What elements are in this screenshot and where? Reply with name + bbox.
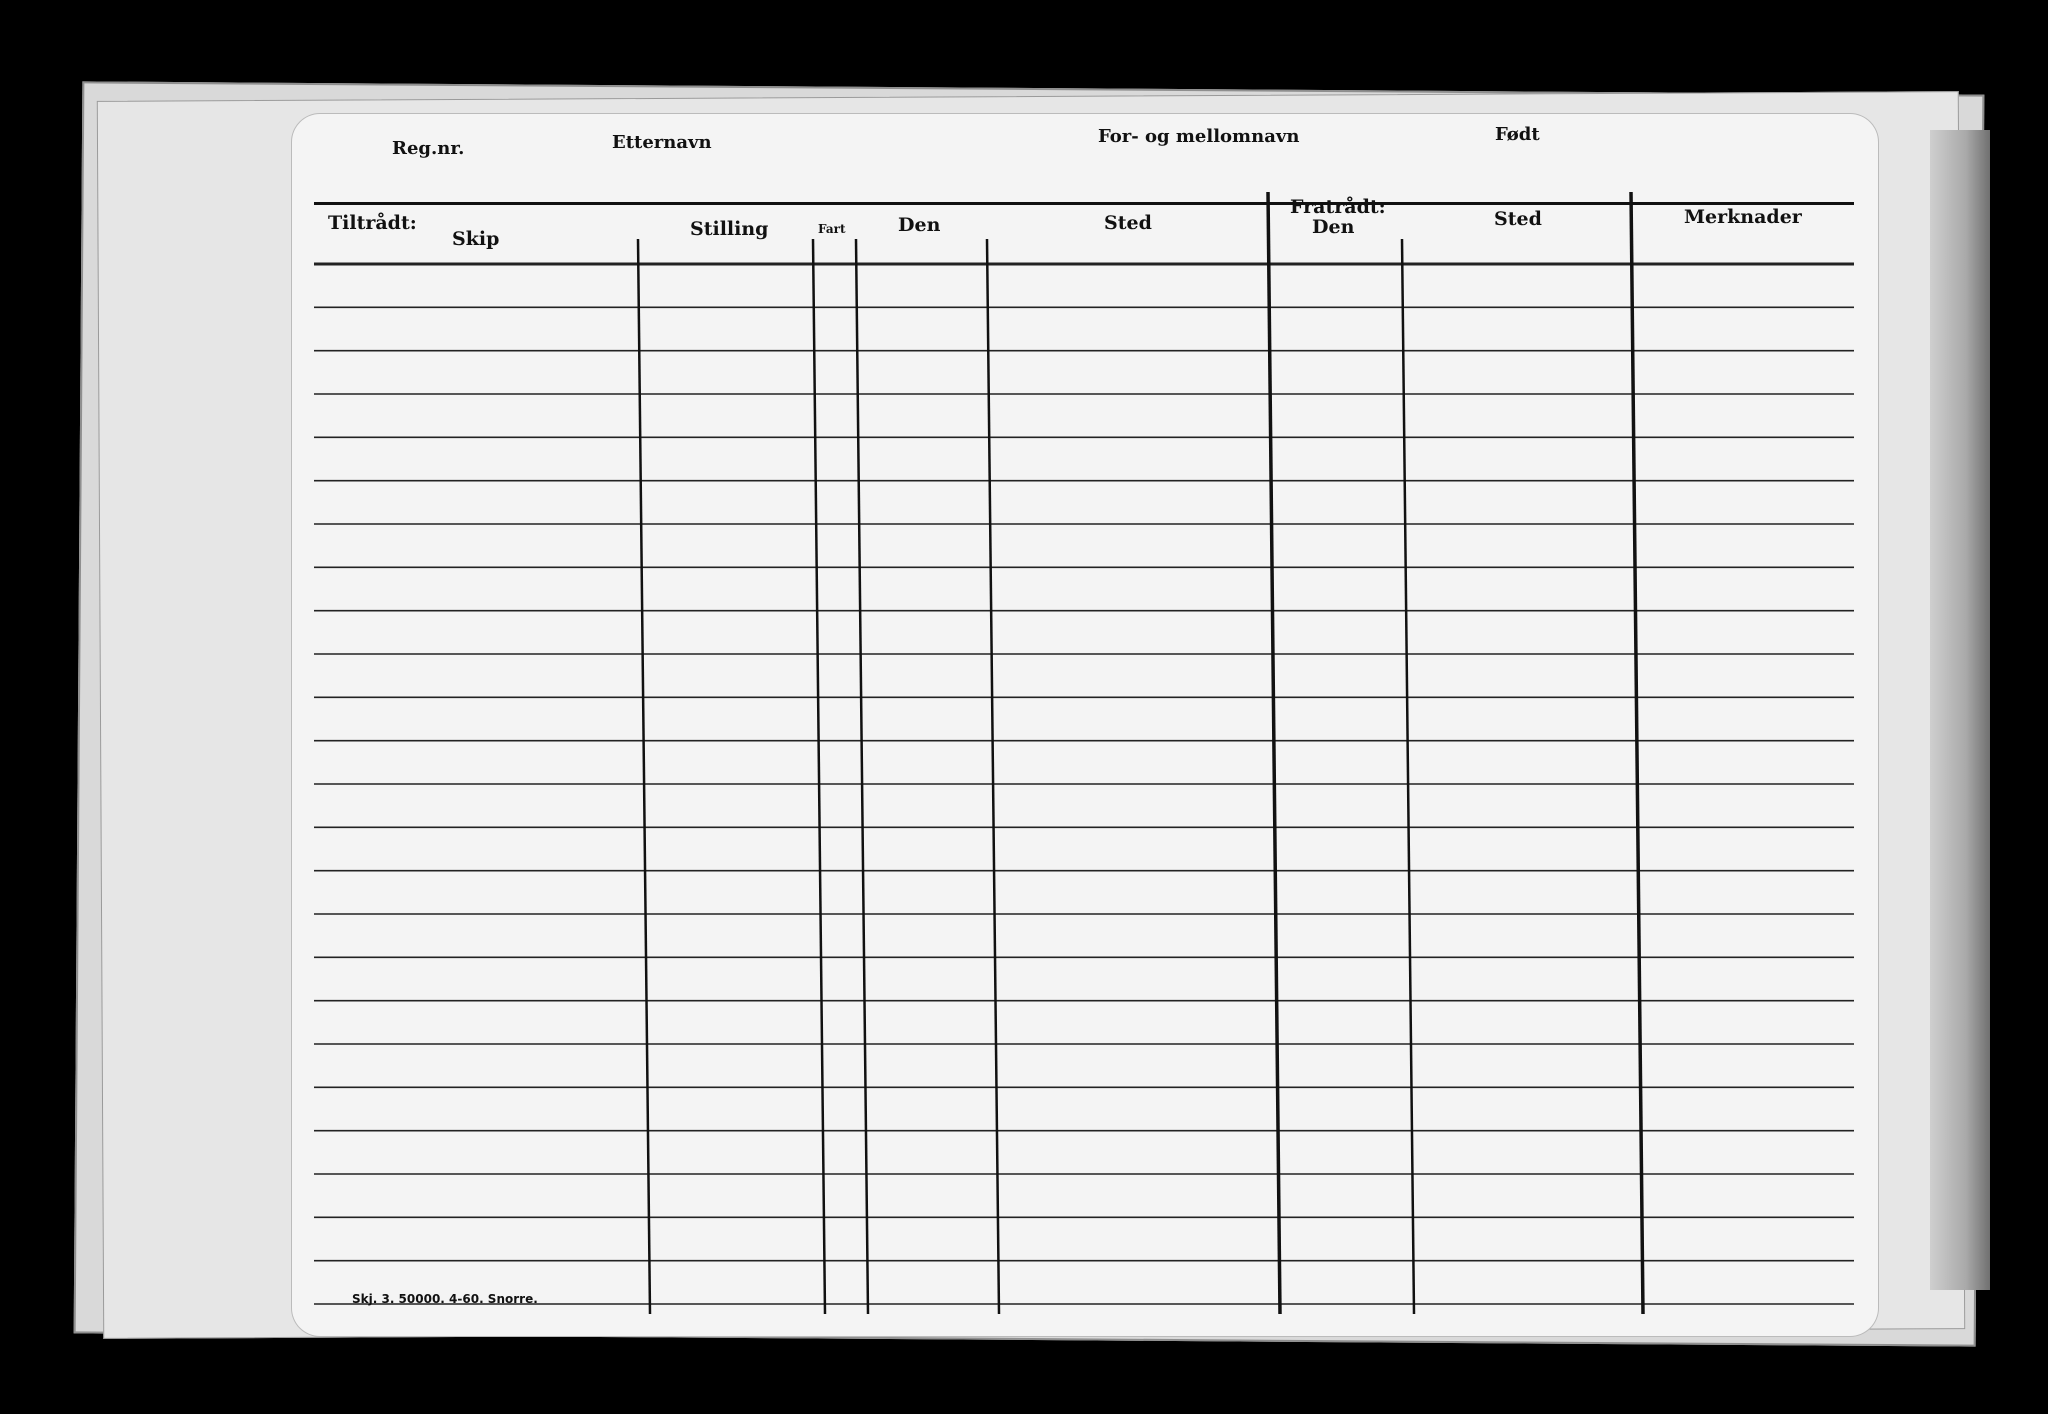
col-fratradt-sted: Sted [1494, 208, 1542, 230]
col-tiltradt: Tiltrådt: [328, 212, 417, 234]
column-rule [987, 239, 999, 1314]
col-den: Den [898, 214, 941, 236]
column-rule [638, 239, 650, 1314]
paper-stack-edge [1930, 130, 1990, 1290]
form-footer: Skj. 3. 50000. 4-60. Snorre. [352, 1292, 538, 1306]
column-rule [1402, 239, 1414, 1314]
col-sted: Sted [1104, 212, 1152, 234]
col-fart: Fart [818, 222, 846, 236]
col-fratradt-den: Den [1312, 216, 1355, 238]
column-rule [1268, 192, 1280, 1314]
header-for-og-mellomnavn: For- og mellomnavn [1098, 126, 1300, 147]
col-skip: Skip [452, 228, 500, 250]
column-rule [1631, 192, 1643, 1314]
record-card [292, 114, 1878, 1336]
header-etternavn: Etternavn [612, 132, 712, 153]
col-fratradt: Fratrådt: [1290, 196, 1386, 218]
header-reg-nr: Reg.nr. [392, 138, 465, 159]
col-stilling: Stilling [690, 218, 769, 240]
column-rule [813, 239, 825, 1314]
ledger-grid [292, 114, 1878, 1336]
column-rule [856, 239, 868, 1314]
header-fodt: Født [1495, 124, 1540, 145]
col-merknader: Merknader [1684, 206, 1802, 228]
